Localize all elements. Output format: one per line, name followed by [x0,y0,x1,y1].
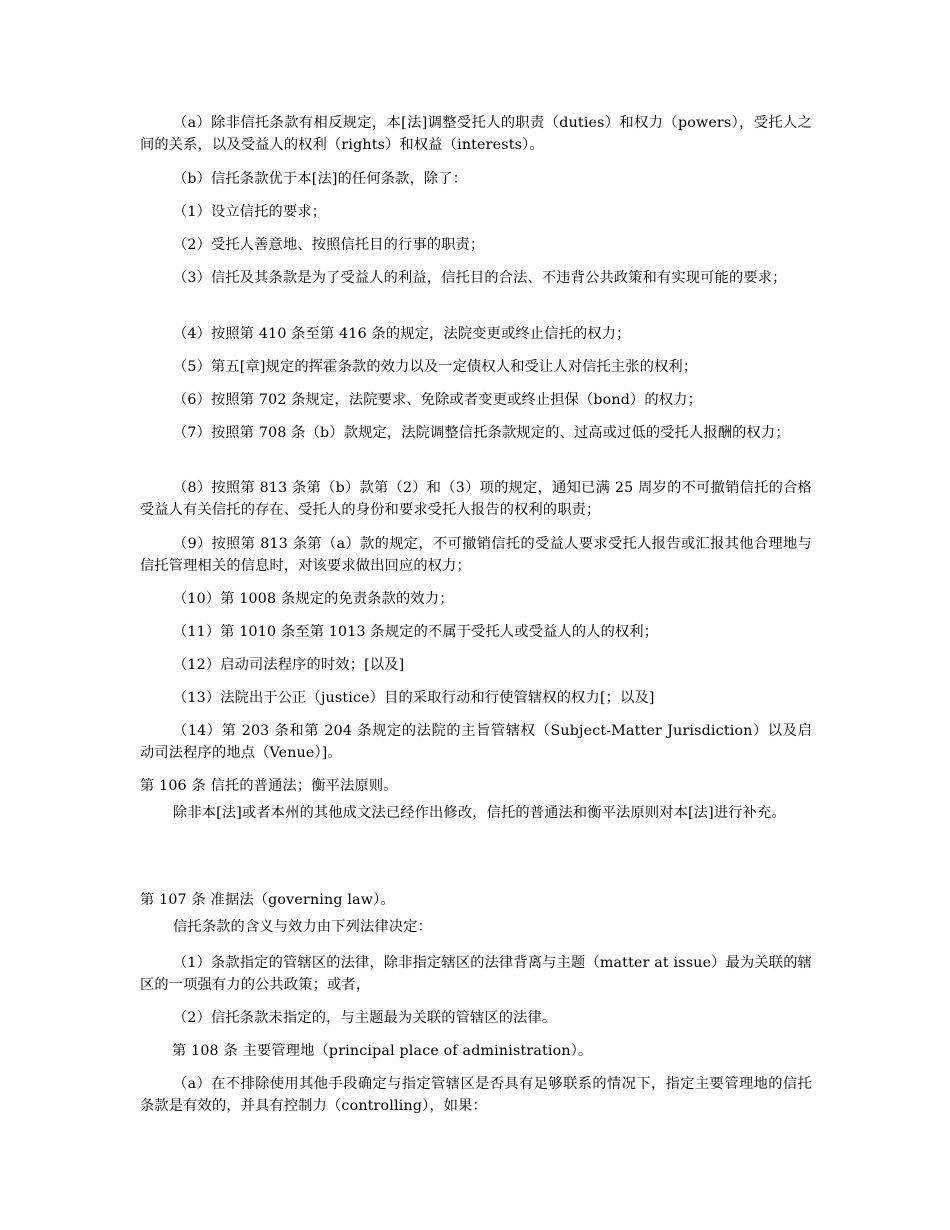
list-item-11: （11）第 1010 条至第 1013 条规定的不属于受托人或受益人的人的权利； [173,624,659,640]
list-item-10: （10）第 1008 条规定的免责条款的效力； [173,591,454,607]
list-item-14: （14）第 203 条和第 204 条规定的法院的主旨管辖权（Subject-Matter Jurisdiction）以及启动司法程序的地点（Venue）]。 [140,723,812,761]
list-item-13: （13）法院出于公正（justice）目的采取行动和行使管辖权的权力[；以及] [173,690,655,706]
section-107-item-2: （2）信托条款未指定的，与主题最为关联的管辖区的法律。 [173,1010,557,1026]
paragraph-b-priority: （b）信托条款优于本[法]的任何条款，除了： [173,171,468,187]
section-108-a: （a）在不排除使用其他手段确定与指定管辖区是否具有足够联系的情况下，指定主要管理地的信托条款是有效的，并具有控制力（controlling），如果： [140,1076,812,1114]
list-item-8: （8）按照第 813 条第（b）款第（2）和（3）项的规定，通知已满 25 周岁的不可撤销信托的合格受益人有关信托的存在、受托人的身份和要求受托人报告的权利的职责； [140,480,812,518]
list-item-12: （12）启动司法程序的时效；[以及] [173,657,405,673]
section-107-heading: 第 107 条 准据法（governing law）。 [140,892,395,908]
section-107-intro: 信托条款的含义与效力由下列法律决定： [173,919,432,935]
list-item-1: （1）设立信托的要求； [173,204,327,220]
section-108-heading: 第 108 条 主要管理地（principal place of administration）。 [172,1043,593,1059]
paragraph-a-scope: （a）除非信托条款有相反规定，本[法]调整受托人的职责（duties）和权力（powers），受托人之间的关系，以及受益人的权利（rights）和权益（interests）。 [140,115,812,153]
section-106-heading: 第 106 条 信托的普通法；衡平法原则。 [140,778,398,794]
list-item-5: （5）第五[章]规定的挥霍条款的效力以及一定债权人和受让人对信托主张的权利； [173,359,698,375]
list-item-2: （2）受托人善意地、按照信托目的行事的职责； [173,237,485,253]
list-item-3: （3）信托及其条款是为了受益人的利益，信托目的合法、不违背公共政策和有实现可能的要求； [173,270,787,286]
list-item-7: （7）按照第 708 条（b）款规定，法院调整信托条款规定的、过高或过低的受托人报酬的权力； [173,425,790,441]
section-106-body: 除非本[法]或者本州的其他成文法已经作出修改，信托的普通法和衡平法原则对本[法]进行补充。 [173,805,786,821]
list-item-6: （6）按照第 702 条规定，法院要求、免除或者变更或终止担保（bond）的权力； [173,392,702,408]
list-item-9: （9）按照第 813 条第（a）款的规定，不可撤销信托的受益人要求受托人报告或汇报其他合理地与信托管理相关的信息时，对该要求做出回应的权力； [140,536,812,574]
section-107-item-1: （1）条款指定的管辖区的法律，除非指定辖区的法律背离与主题（matter at issue）最为关联的辖区的一项强有力的公共政策；或者， [140,955,812,993]
list-item-4: （4）按照第 410 条至第 416 条的规定，法院变更或终止信托的权力； [173,326,631,342]
